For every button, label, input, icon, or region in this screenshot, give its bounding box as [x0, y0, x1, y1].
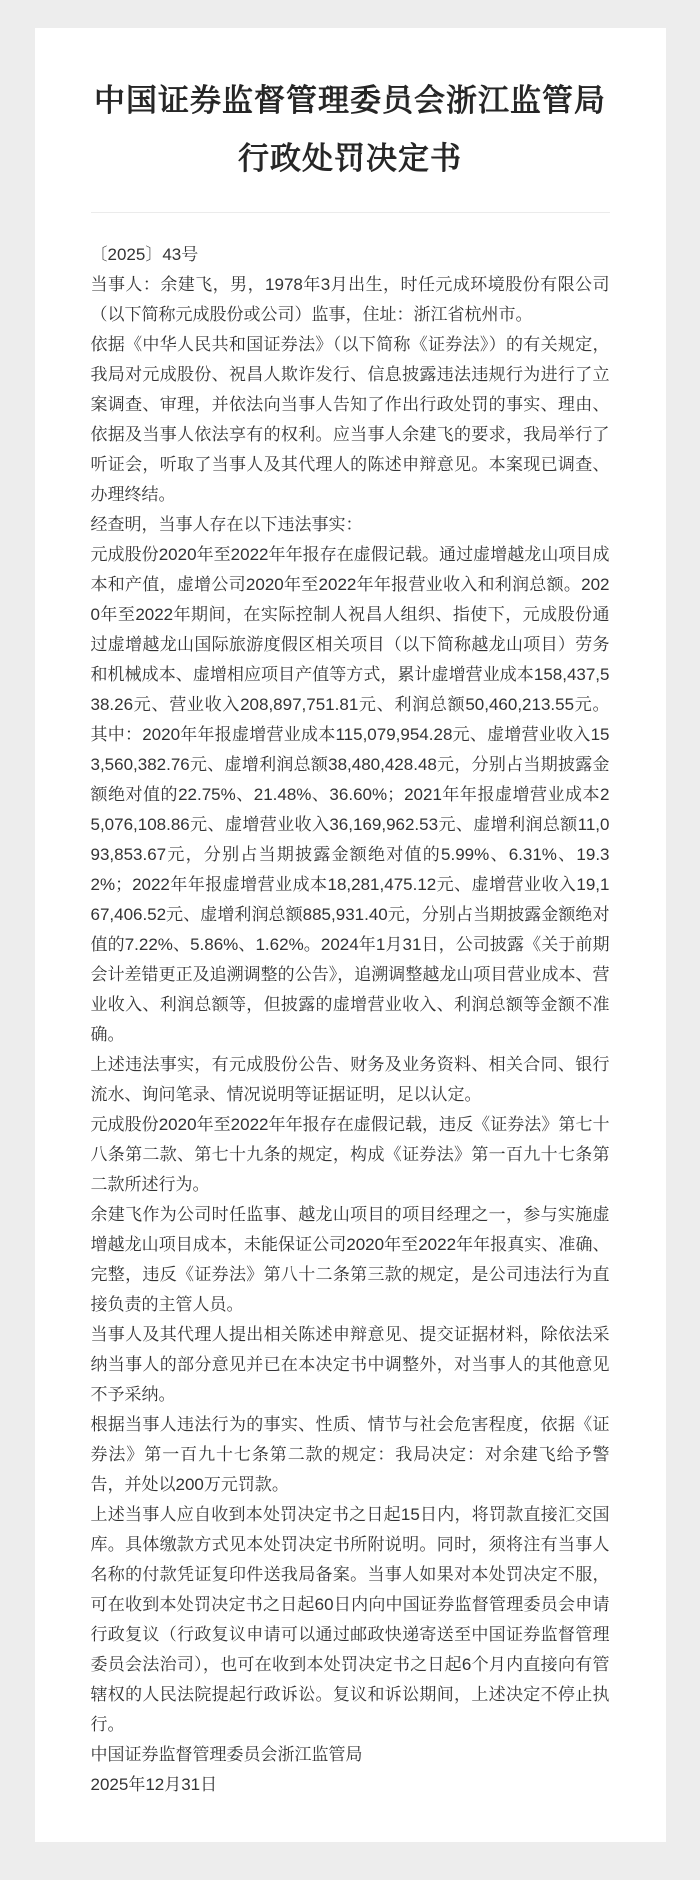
doc-body: [91, 240, 610, 1800]
payment-and-appeal-paragraph: 上述当事人应自收到本处罚决定书之日起15日内，将罚款直接汇交国库。具体缴款方式见本处罚决定书所附说明。同时，须将注有当事人名称的付款凭证复印件送我局备案。当事人如果对本处罚决定不服，可在收到本处罚决定书之日起60日内向中国证券监督管理委员会申请行政复议（行政复议申请可以通过邮政快递寄送至中国证券监督管理委员会法治司），也可在收到本处罚决定书之日起6个月内直接向有管辖权的人民法院提起行政诉讼。复议和诉讼期间，上述决定不停止执行。: [90, 1505, 610, 1734]
personal-liability-paragraph: 余建飞作为公司时任监事、越龙山项目的项目经理之一，参与实施虚增越龙山项目成本，未能保证公司2020年至2022年年报真实、准确、完整，违反《证券法》第八十二条第三款的规定，是公司违法行为直接负责的主管人员。: [90, 1205, 610, 1314]
facts-detail-paragraph: 元成股份2020年至2022年年报存在虚假记载。通过虚增越龙山项目成本和产值，虚增公司2020年至2022年年报营业收入和利润总额。2020年至2022年期间，在实际控制人祝昌人组织、指使下，元成股份通过虚增越龙山国际旅游度假区相关项目（以下简称越龙山项目）劳务和机械成本、虚增相应项目产值等方式，累计虚增营业成本158,437,538.26元、营业收入208,897,751.81元、利润总额50,460,213.55元。其中：2020年年报虚增营业成本115,079,954.28元、虚增营业收入153,560,382.76元、虚增利润总额38,480,428.48元，分别占当期披露金额绝对值的22.75%、21.48%、36.60%；2021年年报虚增营业成本25,076,108.86元、虚增营业收入36,169,962.53元、虚增利润总额11,093,853.67元，分别占当期披露金额绝对值的5.99%、6.31%、19.32%；2022年年报虚增营业成本18,281,475.12元、虚增营业收入19,167,406.52元、虚增利润总额885,931.40元，分别占当期披露金额绝对值的7.22%、5.86%、1.62%。2024年1月31日，公司披露《关于前期会计差错更正及追溯调整的公告》，追溯调整越龙山项目营业成本、营业收入、利润总额等，但披露的虚增营业收入、利润总额等金额不准确。: [90, 545, 610, 1044]
doc-number: 〔2025〕43号: [90, 245, 199, 264]
party-info-paragraph: 当事人：余建飞，男，1978年3月出生，时任元成环境股份有限公司（以下简称元成股份或公司）监事，住址：浙江省杭州市。: [90, 275, 610, 324]
doc-title-line2: 行政处罚决定书: [238, 141, 462, 176]
case-procedure-paragraph: 依据《中华人民共和国证券法》（以下简称《证券法》）的有关规定，我局对元成股份、祝昌人欺诈发行、信息披露违法违规行为进行了立案调查、审理，并依法向当事人告知了作出行政处罚的事实、理由、依据及当事人依法享有的权利。应当事人余建飞的要求，我局举行了听证会，听取了当事人及其代理人的陈述申辩意见。本案现已调查、办理终结。: [90, 335, 610, 504]
company-violation-paragraph: 元成股份2020年至2022年年报存在虚假记载，违反《证券法》第七十八条第二款、第七十九条的规定，构成《证券法》第一百九十七条第二款所述行为。: [90, 1115, 610, 1194]
defense-opinion-paragraph: 当事人及其代理人提出相关陈述申辩意见、提交证据材料，除依法采纳当事人的部分意见并已在本决定书中调整外，对当事人的其他意见不予采纳。: [90, 1325, 610, 1404]
title-divider: [91, 212, 610, 213]
evidence-paragraph: 上述违法事实，有元成股份公告、财务及业务资料、相关合同、银行流水、询问笔录、情况说明等证据证明，足以认定。: [90, 1055, 610, 1104]
facts-intro-paragraph: 经查明，当事人存在以下违法事实：: [90, 515, 363, 534]
issuer-line: 中国证券监督管理委员会浙江监管局: [90, 1745, 363, 1764]
date-line: 2025年12月31日: [90, 1775, 218, 1794]
doc-title-line1: 中国证券监督管理委员会浙江监管局: [94, 83, 606, 118]
document-card: [35, 28, 666, 1842]
doc-title: [91, 72, 610, 188]
penalty-decision-paragraph: 根据当事人违法行为的事实、性质、情节与社会危害程度，依据《证券法》第一百九十七条第二款的规定：我局决定：对余建飞给予警告，并处以200万元罚款。: [90, 1415, 610, 1494]
